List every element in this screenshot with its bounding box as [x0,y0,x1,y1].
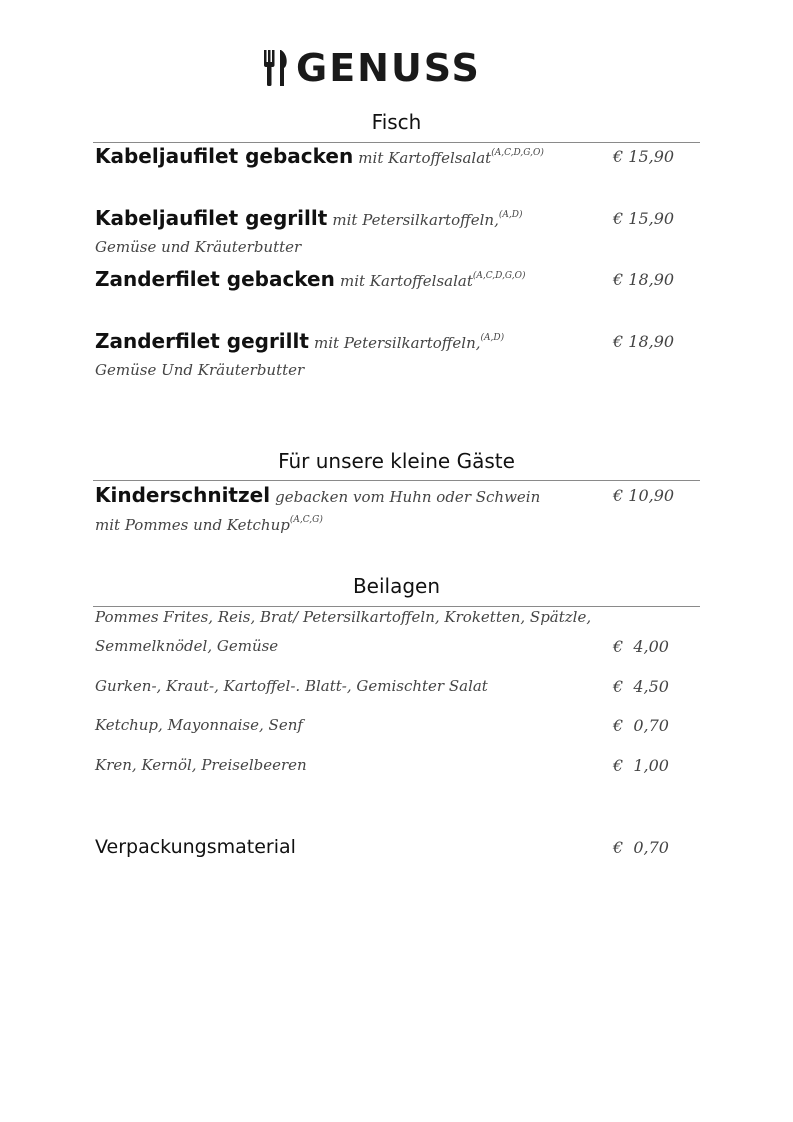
menu-item [95,144,544,168]
section-rule [93,606,700,607]
dish-description: mit Petersilkartoffeln, [314,334,481,352]
side-dish-price: € 4,50 [613,677,669,696]
menu-item [95,267,526,291]
dish-description-line2: Gemüse und Kräuterbutter [95,238,302,256]
allergen-codes: (A,D) [498,210,523,220]
side-dish-line: Gurken-, Kraut-, Kartoffel-. Blatt-, Gemischter Salat [95,677,488,695]
allergen-codes: (A,C,D,G,O) [472,271,526,281]
fork-knife-icon [262,48,292,88]
packaging-price: € 0,70 [613,838,669,857]
section-rule [93,142,700,143]
dish-price: € 10,90 [613,486,675,505]
dish-description-line2 [95,515,323,534]
section-title-fisch: Fisch [371,110,422,134]
dish-name: Zanderfilet gegrillt [95,329,309,353]
menu-item [95,206,522,230]
dish-description-line2: Gemüse Und Kräuterbutter [95,361,305,379]
allergen-codes: (A,C,D,G,O) [491,148,544,158]
dish-description: gebacken vom Huhn oder Schwein [275,488,541,506]
side-dish-price: € 4,00 [613,637,669,656]
packaging-label: Verpackungsmaterial [95,836,296,858]
side-dish-price: € 1,00 [613,756,669,775]
menu-item [95,329,504,353]
side-dish-line: Semmelknödel, Gemüse [95,637,279,655]
dish-price: € 15,90 [613,209,675,228]
dish-name: Zanderfilet gebacken [95,267,335,291]
dish-description: mit Kartoffelsalat [339,272,473,290]
side-dish-line: Pommes Frites, Reis, Brat/ Petersilkartoffeln, Kroketten, Spätzle, [95,608,592,626]
brand-logo [262,48,481,88]
section-rule [93,480,700,481]
side-dish-line: Kren, Kernöl, Preiselbeeren [95,756,307,774]
side-dish-line: Ketchup, Mayonnaise, Senf [95,716,303,734]
dish-description: mit Pommes und Ketchup [95,516,290,534]
dish-description: mit Petersilkartoffeln, [332,211,499,229]
allergen-codes: (A,D) [480,333,505,343]
allergen-codes: (A,C,G) [289,515,323,525]
dish-price: € 15,90 [613,147,675,166]
dish-price: € 18,90 [613,332,675,351]
dish-name: Kinderschnitzel [95,483,271,507]
dish-description: mit Kartoffelsalat [358,149,492,167]
side-dish-price: € 0,70 [613,716,669,735]
dish-price: € 18,90 [613,270,675,289]
dish-name: Kabeljaufilet gebacken [95,144,354,168]
menu-item [95,483,540,507]
brand-name: GENUSS [296,46,481,90]
dish-name: Kabeljaufilet gegrillt [95,206,328,230]
section-title-beilagen: Beilagen [352,574,441,598]
section-title-kinder: Für unsere kleine Gäste [278,449,515,473]
